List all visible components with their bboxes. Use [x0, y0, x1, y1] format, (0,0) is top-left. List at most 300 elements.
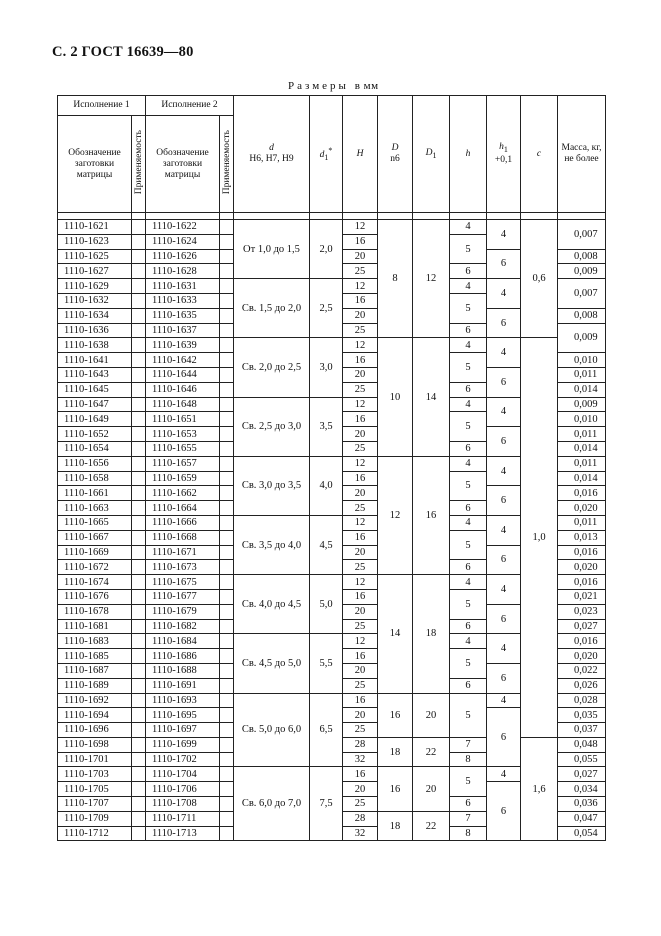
H-cell: 20: [343, 663, 378, 678]
designation-1-cell: 1110-1707: [58, 797, 132, 812]
H-cell: 12: [343, 456, 378, 471]
applicability-1-cell: [132, 575, 146, 590]
header-row-1: [58, 96, 606, 116]
applicability-2-cell: [220, 663, 234, 678]
h1-cell: 4: [487, 575, 521, 605]
exec2-header: Исполнение 2: [146, 96, 234, 116]
mass-cell: 0,011: [558, 515, 606, 530]
designation-1-cell: 1110-1712: [58, 826, 132, 841]
H-cell: 25: [343, 264, 378, 279]
applicability-2-cell: [220, 456, 234, 471]
mass-cell: 0,010: [558, 412, 606, 427]
designation-2-cell: 1110-1659: [146, 471, 220, 486]
d-header: [234, 96, 310, 213]
designation-2-cell: 1110-1699: [146, 737, 220, 752]
H-cell: 25: [343, 560, 378, 575]
applicability-2-cell: [220, 412, 234, 427]
d-range-cell: Св. 3,0 до 3,5: [234, 456, 310, 515]
c-cell: 0,6: [521, 220, 558, 338]
designation-2-cell: 1110-1713: [146, 826, 220, 841]
D-cell: 16: [378, 767, 413, 811]
h1-cell: 6: [487, 604, 521, 634]
D1-cell: 14: [413, 338, 450, 456]
mass-cell: 0,022: [558, 663, 606, 678]
applicability-2-cell: [220, 293, 234, 308]
h-cell: 6: [450, 441, 487, 456]
h1-symbol: h: [499, 142, 504, 153]
mass-cell: 0,016: [558, 575, 606, 590]
designation-1-cell: 1110-1625: [58, 249, 132, 264]
mass-cell: 0,008: [558, 249, 606, 264]
d1-cell: 5,0: [310, 575, 343, 634]
D-tolerance: n6: [390, 154, 400, 164]
designation-2-cell: 1110-1673: [146, 560, 220, 575]
h-cell: 6: [450, 501, 487, 516]
caption-units: в мм: [354, 80, 379, 92]
designation-1-cell: 1110-1638: [58, 338, 132, 353]
applicability-1-cell: [132, 797, 146, 812]
d1-cell: 4,0: [310, 456, 343, 515]
D1-sub: 1: [432, 150, 437, 160]
h1-cell: 6: [487, 708, 521, 767]
applicability-1-cell: [132, 826, 146, 841]
h-cell: 8: [450, 752, 487, 767]
h-cell: 5: [450, 693, 487, 737]
designation-1-cell: 1110-1703: [58, 767, 132, 782]
table-row: [58, 338, 606, 353]
gap-cell: [413, 213, 450, 220]
designation-2-cell: 1110-1633: [146, 293, 220, 308]
h-cell: 4: [450, 456, 487, 471]
designation-2-cell: 1110-1648: [146, 397, 220, 412]
h-cell: 5: [450, 353, 487, 383]
D1-cell: 20: [413, 693, 450, 737]
applicability-2-cell: [220, 693, 234, 708]
applicability-label-1: Применяемость: [133, 129, 144, 195]
h1-cell: 6: [487, 427, 521, 457]
H-cell: 12: [343, 279, 378, 294]
H-cell: 25: [343, 619, 378, 634]
designation-1-cell: 1110-1685: [58, 649, 132, 664]
mass-cell: 0,008: [558, 308, 606, 323]
designation-2-cell: 1110-1704: [146, 767, 220, 782]
applicability-1-cell: [132, 486, 146, 501]
h-cell: 4: [450, 338, 487, 353]
d-range-cell: Св. 5,0 до 6,0: [234, 693, 310, 767]
designation-1-cell: 1110-1698: [58, 737, 132, 752]
applicability-1-cell: [132, 708, 146, 723]
designation-1-cell: 1110-1636: [58, 323, 132, 338]
H-cell: 16: [343, 767, 378, 782]
table-body: [58, 213, 606, 841]
designation-1-cell: 1110-1696: [58, 723, 132, 738]
H-cell: 32: [343, 752, 378, 767]
applicability-1-cell: [132, 811, 146, 826]
designation-1-cell: 1110-1689: [58, 678, 132, 693]
h-cell: 6: [450, 323, 487, 338]
D1-header: [413, 96, 450, 213]
c-cell: 1,0: [521, 338, 558, 738]
h-cell: 5: [450, 530, 487, 560]
designation-2-cell: 1110-1635: [146, 308, 220, 323]
d1-cell: 6,5: [310, 693, 343, 767]
designation-1-cell: 1110-1709: [58, 811, 132, 826]
h1-cell: 4: [487, 220, 521, 250]
designation-2-cell: 1110-1691: [146, 678, 220, 693]
applicability-2-cell: [220, 397, 234, 412]
designation-1-cell: 1110-1663: [58, 501, 132, 516]
applicability-2-cell: [220, 560, 234, 575]
designation-1-cell: 1110-1672: [58, 560, 132, 575]
D-header: [378, 96, 413, 213]
mass-cell: 0,020: [558, 649, 606, 664]
applicability-1-cell: [132, 782, 146, 797]
h-cell: 6: [450, 264, 487, 279]
mass-cell: 0,028: [558, 693, 606, 708]
h1-cell: 4: [487, 634, 521, 664]
mass-cell: 0,016: [558, 634, 606, 649]
d-range-cell: Св. 4,5 до 5,0: [234, 634, 310, 693]
h1-cell: 4: [487, 456, 521, 486]
applicability-1-cell: [132, 456, 146, 471]
designation-2-cell: 1110-1686: [146, 649, 220, 664]
applicability-1-cell: [132, 530, 146, 545]
D-cell: 8: [378, 220, 413, 338]
c-cell: 1,6: [521, 737, 558, 841]
gap-cell: [558, 213, 606, 220]
designation-1-cell: 1110-1681: [58, 619, 132, 634]
applicability-2-cell: [220, 353, 234, 368]
h-cell: 5: [450, 589, 487, 619]
c-header: [521, 96, 558, 213]
applicability-1-cell: [132, 560, 146, 575]
D-cell: 10: [378, 338, 413, 456]
table-caption: [288, 80, 379, 92]
designation-2-cell: 1110-1624: [146, 234, 220, 249]
applicability-2-cell: [220, 767, 234, 782]
h-cell: 5: [450, 234, 487, 264]
applicability-1-cell: [132, 663, 146, 678]
mass-cell: 0,016: [558, 486, 606, 501]
D1-cell: 20: [413, 767, 450, 811]
designation-1-cell: 1110-1641: [58, 353, 132, 368]
applicability-1-cell: [132, 382, 146, 397]
D-cell: 16: [378, 693, 413, 737]
designation-1-cell: 1110-1692: [58, 693, 132, 708]
designation-2-cell: 1110-1682: [146, 619, 220, 634]
d1-sub: 1: [324, 153, 329, 163]
designation-2-cell: 1110-1655: [146, 441, 220, 456]
mass-cell: 0,021: [558, 589, 606, 604]
designation-2-cell: 1110-1677: [146, 589, 220, 604]
D-cell: 12: [378, 456, 413, 574]
d1-cell: 3,0: [310, 338, 343, 397]
designation-2-cell: 1110-1702: [146, 752, 220, 767]
designation-1-cell: 1110-1683: [58, 634, 132, 649]
H-symbol: Н: [356, 148, 364, 159]
applicability-1-cell: [132, 752, 146, 767]
h1-cell: 4: [487, 279, 521, 309]
mass-cell: 0,009: [558, 323, 606, 353]
mass-cell: 0,011: [558, 427, 606, 442]
applicability-2-cell: [220, 501, 234, 516]
mass-cell: 0,011: [558, 367, 606, 382]
h-cell: 5: [450, 293, 487, 323]
designation-1-cell: 1110-1654: [58, 441, 132, 456]
h-cell: 6: [450, 797, 487, 812]
h-cell: 4: [450, 634, 487, 649]
designation-2-cell: 1110-1626: [146, 249, 220, 264]
applicability-1-cell: [132, 249, 146, 264]
applicability-1-cell: [132, 441, 146, 456]
h-cell: 7: [450, 811, 487, 826]
D1-cell: 18: [413, 575, 450, 693]
designation-2-cell: 1110-1666: [146, 515, 220, 530]
mass-cell: 0,034: [558, 782, 606, 797]
dimensions-table-wrap: [57, 95, 606, 841]
designation-2-cell: 1110-1637: [146, 323, 220, 338]
h1-cell: 4: [487, 397, 521, 427]
mass-cell: 0,048: [558, 737, 606, 752]
designation-2-cell: 1110-1628: [146, 264, 220, 279]
H-cell: 25: [343, 501, 378, 516]
h-cell: 4: [450, 220, 487, 235]
gap-cell: [378, 213, 413, 220]
d-range-cell: Св. 4,0 до 4,5: [234, 575, 310, 634]
designation-2-cell: 1110-1651: [146, 412, 220, 427]
applicability-1-cell: [132, 353, 146, 368]
H-cell: 25: [343, 678, 378, 693]
mass-cell: 0,011: [558, 456, 606, 471]
applicability-1-cell: [132, 634, 146, 649]
applicability-2-cell: [220, 708, 234, 723]
H-cell: 20: [343, 604, 378, 619]
h1-cell: 6: [487, 782, 521, 841]
designation-2-cell: 1110-1631: [146, 279, 220, 294]
designation-2-cell: 1110-1684: [146, 634, 220, 649]
h-cell: 4: [450, 515, 487, 530]
H-cell: 20: [343, 545, 378, 560]
applicability-2-cell: [220, 220, 234, 235]
c-symbol: c: [536, 148, 542, 159]
mass-cell: 0,007: [558, 279, 606, 309]
h1-cell: 6: [487, 486, 521, 516]
mass-cell: 0,020: [558, 501, 606, 516]
designation-2-cell: 1110-1644: [146, 367, 220, 382]
H-cell: 16: [343, 649, 378, 664]
h1-cell: 6: [487, 249, 521, 279]
designation-1-cell: 1110-1694: [58, 708, 132, 723]
mass-cell: 0,027: [558, 619, 606, 634]
designation-1-cell: 1110-1647: [58, 397, 132, 412]
h-cell: 8: [450, 826, 487, 841]
applicability-2-cell: [220, 441, 234, 456]
applicability-2-cell: [220, 515, 234, 530]
mass-cell: 0,016: [558, 545, 606, 560]
d1-cell: 4,5: [310, 515, 343, 574]
designation-1-cell: 1110-1687: [58, 663, 132, 678]
H-cell: 12: [343, 575, 378, 590]
designation-2-cell: 1110-1671: [146, 545, 220, 560]
designation-1-cell: 1110-1676: [58, 589, 132, 604]
designation-1-cell: 1110-1652: [58, 427, 132, 442]
H-cell: 16: [343, 693, 378, 708]
applicability-2-cell: [220, 382, 234, 397]
d1-cell: 2,0: [310, 220, 343, 279]
applicability-1-cell: [132, 367, 146, 382]
designation-1-cell: 1110-1629: [58, 279, 132, 294]
H-cell: 12: [343, 634, 378, 649]
d-range-cell: От 1,0 до 1,5: [234, 220, 310, 279]
D1-cell: 16: [413, 456, 450, 574]
d1-star: *: [328, 145, 333, 155]
designation-1-cell: 1110-1656: [58, 456, 132, 471]
H-cell: 25: [343, 382, 378, 397]
h1-cell: 6: [487, 545, 521, 575]
H-header: [343, 96, 378, 213]
H-cell: 20: [343, 308, 378, 323]
gap-cell: [146, 213, 220, 220]
applicability-2-cell: [220, 427, 234, 442]
h-cell: 6: [450, 678, 487, 693]
applicability-2-cell: [220, 323, 234, 338]
applicability-1-cell: [132, 545, 146, 560]
applicability-1-cell: [132, 604, 146, 619]
mass-cell: 0,014: [558, 441, 606, 456]
applicability-1-cell: [132, 678, 146, 693]
exec1-header: Исполнение 1: [58, 96, 146, 116]
applicability-1-cell: [132, 767, 146, 782]
mass-cell: 0,036: [558, 797, 606, 812]
designation-1-cell: 1110-1645: [58, 382, 132, 397]
mass-cell: 0,055: [558, 752, 606, 767]
H-cell: 12: [343, 515, 378, 530]
mass-cell: 0,027: [558, 767, 606, 782]
mass-cell: 0,009: [558, 264, 606, 279]
h1-header: [487, 96, 521, 213]
applicability-2-cell: [220, 486, 234, 501]
d1-cell: 3,5: [310, 397, 343, 456]
applicability-2-cell: [220, 279, 234, 294]
d-range-cell: Св. 2,0 до 2,5: [234, 338, 310, 397]
mass-cell: 0,047: [558, 811, 606, 826]
designation-2-cell: 1110-1668: [146, 530, 220, 545]
h-cell: 6: [450, 382, 487, 397]
D1-cell: 12: [413, 220, 450, 338]
applicability-2-cell: [220, 678, 234, 693]
table-row: [58, 220, 606, 235]
h1-cell: 6: [487, 367, 521, 397]
h1-cell: 4: [487, 515, 521, 545]
mass-cell: 0,007: [558, 220, 606, 250]
gap-cell: [450, 213, 487, 220]
d1-cell: 5,5: [310, 634, 343, 693]
applicability-2-cell: [220, 545, 234, 560]
gap-cell: [220, 213, 234, 220]
designation-2-cell: 1110-1664: [146, 501, 220, 516]
h-symbol: h: [465, 148, 471, 159]
designation-1-cell: 1110-1674: [58, 575, 132, 590]
D1-symbol: D: [425, 147, 433, 158]
page-header: С. 2 ГОСТ 16639—80: [52, 44, 194, 60]
applicability-1-cell: [132, 471, 146, 486]
applicability-label-2: Применяемость: [221, 129, 232, 195]
applicability-1-cell: [132, 308, 146, 323]
applicability-1-cell: [132, 234, 146, 249]
applicability-1-cell: [132, 501, 146, 516]
applicability-2-cell: [220, 619, 234, 634]
applicability-1-cell: [132, 619, 146, 634]
mass-cell: 0,014: [558, 382, 606, 397]
d1-symbol: d: [319, 150, 325, 161]
H-cell: 28: [343, 737, 378, 752]
h-cell: 5: [450, 649, 487, 679]
h-cell: 6: [450, 619, 487, 634]
H-cell: 25: [343, 723, 378, 738]
dimensions-table: [57, 95, 606, 841]
h-header: [450, 96, 487, 213]
applicability-1-cell: [132, 220, 146, 235]
designation-2-cell: 1110-1622: [146, 220, 220, 235]
designation-1-cell: 1110-1634: [58, 308, 132, 323]
H-cell: 16: [343, 293, 378, 308]
designation-header-2: Обозначение заготовки матрицы: [146, 116, 220, 213]
H-cell: 16: [343, 353, 378, 368]
H-cell: 12: [343, 220, 378, 235]
caption-spaced: Размеры: [288, 80, 349, 92]
applicability-2-cell: [220, 826, 234, 841]
h-cell: 6: [450, 560, 487, 575]
h-cell: 5: [450, 471, 487, 501]
H-cell: 20: [343, 249, 378, 264]
h-cell: 5: [450, 767, 487, 797]
designation-1-cell: 1110-1643: [58, 367, 132, 382]
gap-row: [58, 213, 606, 220]
applicability-2-cell: [220, 723, 234, 738]
designation-1-cell: 1110-1701: [58, 752, 132, 767]
D-symbol: D: [391, 143, 399, 153]
applicability-1-cell: [132, 323, 146, 338]
applicability-2-cell: [220, 752, 234, 767]
applicability-header-1: [132, 116, 146, 213]
H-cell: 20: [343, 782, 378, 797]
h-cell: 5: [450, 412, 487, 442]
mass-cell: 0,037: [558, 723, 606, 738]
H-cell: 28: [343, 811, 378, 826]
H-cell: 16: [343, 471, 378, 486]
designation-2-cell: 1110-1639: [146, 338, 220, 353]
applicability-1-cell: [132, 338, 146, 353]
h1-cell: 6: [487, 308, 521, 338]
d-range-cell: Св. 3,5 до 4,0: [234, 515, 310, 574]
h1-cell: 6: [487, 663, 521, 693]
H-cell: 12: [343, 397, 378, 412]
designation-2-cell: 1110-1675: [146, 575, 220, 590]
designation-2-cell: 1110-1695: [146, 708, 220, 723]
designation-1-cell: 1110-1632: [58, 293, 132, 308]
h-cell: 7: [450, 737, 487, 752]
applicability-1-cell: [132, 427, 146, 442]
mass-cell: 0,010: [558, 353, 606, 368]
d-tolerance: Н6, Н7, Н9: [249, 154, 294, 164]
applicability-2-cell: [220, 737, 234, 752]
applicability-1-cell: [132, 723, 146, 738]
designation-2-cell: 1110-1693: [146, 693, 220, 708]
designation-2-cell: 1110-1642: [146, 353, 220, 368]
designation-2-cell: 1110-1679: [146, 604, 220, 619]
designation-1-cell: 1110-1665: [58, 515, 132, 530]
applicability-1-cell: [132, 279, 146, 294]
